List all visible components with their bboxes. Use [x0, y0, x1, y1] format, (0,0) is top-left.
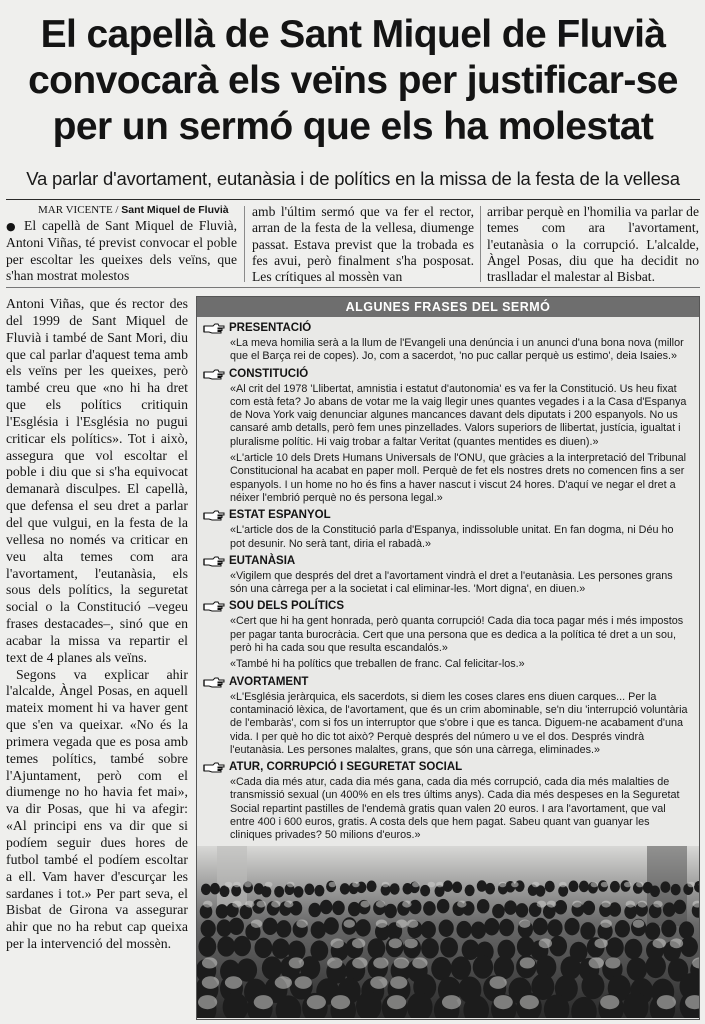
quotes-box-body [197, 317, 699, 843]
photo-highlight [295, 976, 312, 989]
photo-highlight [442, 995, 461, 1009]
quote-section-label: SOU DELS POLÍTICS [229, 600, 345, 613]
photo-highlight [370, 976, 387, 989]
photo-highlight [653, 938, 666, 948]
photo-highlight [404, 938, 417, 948]
quote-section-heading [203, 599, 691, 614]
photo-highlight [331, 995, 350, 1009]
pointing-hand-icon [203, 369, 225, 380]
headline: El capellà de Sant Miquel de Fluvià convocarà els veïns per justificar-se per un sermó que els ha molestat [28, 13, 678, 148]
photo-figure [262, 956, 282, 979]
photo-figure [581, 973, 604, 999]
pointing-hand-icon [203, 510, 225, 521]
photo-highlight [389, 938, 402, 948]
photo-figure [440, 937, 458, 957]
photo-highlight [376, 901, 385, 908]
lead-column-1 [6, 203, 237, 284]
photo-highlight [428, 882, 436, 888]
photo-figure [311, 921, 326, 938]
photo-figure [439, 919, 454, 936]
photo-figure [198, 936, 216, 956]
quote-section-heading [203, 760, 691, 775]
photo-highlight [624, 882, 632, 888]
photo-figure [219, 886, 229, 898]
photo-figure [579, 881, 589, 893]
bullet-icon: ● [6, 220, 25, 233]
photo-figure [233, 936, 251, 956]
photo-highlight [653, 901, 662, 908]
photo-highlight [626, 901, 635, 908]
photo-highlight [225, 882, 233, 888]
photo-figure [564, 918, 579, 935]
photo-figure [420, 885, 430, 897]
quote-text: «Al crit del 1978 'Llibertat, amnistia i estatut d'autonomia' es va fer la Constitució. Us heu fixat com està feta? Jo abans de votar me la vaig llegir unes quantes vegades i a la Casa d'Espanya de Nova York vaig denunciar algunes mancances davant dels diputats i 200 espanyols. No us cansaré amb detalls, però fem unes pinzellades. Valors superiors de llibertat, justícia, igualtat i pluralisme polític. Hi vaig trobar a faltar Veritat (quantes mentides es diuen).» [230, 382, 687, 448]
photo-highlight [520, 995, 539, 1009]
photo-highlight [539, 938, 552, 948]
photo-figure [368, 938, 386, 958]
photo-figure [615, 920, 630, 937]
photo-highlight [402, 901, 411, 908]
photo-highlight [373, 957, 388, 968]
byline [6, 203, 237, 218]
photo-figure [451, 956, 471, 979]
byline-place: Sant Miquel de Fluvià [121, 204, 229, 216]
quote-section-label: ATUR, CORRUPCIÓ I SEGURETAT SOCIAL [229, 761, 463, 774]
photo-highlight [638, 901, 647, 908]
photo-figure [582, 901, 595, 915]
photo-figure [367, 881, 377, 893]
photo-figure [661, 920, 676, 937]
photo-figure [443, 880, 453, 892]
lead-column-2 [252, 204, 474, 285]
photo-figure [421, 921, 436, 938]
photo-highlight [245, 901, 254, 908]
photo-highlight [233, 882, 241, 888]
photo-figure [660, 881, 670, 893]
photo-highlight [412, 882, 420, 888]
photo-highlight [360, 901, 369, 908]
column-divider [480, 206, 481, 282]
photo-figure [663, 902, 676, 916]
lead-column-3 [487, 204, 699, 285]
photo-figure [201, 920, 216, 937]
photo-figure [332, 901, 345, 915]
photo-figure [255, 938, 273, 958]
photo-figure [485, 883, 495, 895]
photo-highlight [670, 938, 683, 948]
photo-highlight [594, 938, 607, 948]
photo-figure [545, 881, 555, 893]
byline-author: MAR VICENTE [38, 204, 113, 216]
pointing-hand-icon [203, 601, 225, 612]
photo-highlight [633, 920, 644, 928]
lead-paragraph-1: ● El capellà de Sant Miquel de Fluvià, Antoni Viñas, té previst convocar el poble per escoltar les queixes dels veïns, que s'han mostrat molestos [6, 218, 237, 283]
photo-highlight [490, 976, 507, 989]
photo-highlight [600, 995, 619, 1009]
body-paragraph: Antoni Viñas, que és rector des del 1999 de Sant Miquel de Fluvià i també de Sant Mori, diu que cal parlar d'aquest tema amb els veïns per les queixes, però també creu que «no hi ha dret que els polítics critiquin l'Església i l'Església no pugui criticar els polítics». Tot i això, assegura que vol escoltar el poble i diu que si s'ha equivocat demanarà disculpes. El capellà, que defensa el seu dret a parlar del que vulgui, en la festa de la vellesa no només va criticar en veu alta temes com ara l'avortament, l'eutanàsia, els sous dels polítics, la seguretat social o la Constitució –vegeu frases destacades–, sinó que en acabar la missa va repartir el text de 4 planes als veïns. [6, 296, 188, 665]
photo-figure [606, 937, 624, 957]
photo-figure [679, 921, 694, 938]
quote-section-heading [203, 508, 691, 523]
photo-figure [580, 922, 595, 939]
quote-text: «Cada dia més atur, cada dia més gana, cada dia més corrupció, cada dia més malalties de transmissió sexual (un 400% en els tres últims anys). Cada dia més despeses en la Seguretat Social repartint pastilles de l'endemà gratis quan valen 20 euros. I ara l'avortament, que val entre 400 i 600 euros, gratis. A costa dels que hem pagat. Sabeu quant van guanyar les cliniques privades? 50 milions d'euros.» [230, 776, 680, 842]
congregation-photo [197, 846, 699, 1018]
quote-section-label: ESTAT ESPANYOL [229, 509, 331, 522]
photo-highlight [203, 901, 212, 908]
pointing-hand-icon [203, 323, 225, 334]
photo-highlight [352, 938, 365, 948]
photo-figure [549, 936, 567, 956]
photo-figure [320, 900, 333, 914]
photo-highlight [265, 882, 273, 888]
pointing-hand-icon [203, 762, 225, 773]
photo-highlight [520, 957, 535, 968]
photo-highlight [198, 995, 217, 1009]
photo-figure [217, 936, 235, 956]
photo-highlight [436, 882, 444, 888]
photo-figure [499, 919, 514, 936]
photo-figure [645, 922, 660, 939]
photo-figure [229, 918, 244, 935]
photo-figure [437, 899, 450, 913]
photo-figure [452, 882, 462, 894]
quote-text: «L'Església jeràrquica, els sacerdots, si diem les coses clares ens diuen carques... Per la contaminació lèxica, de l'avortament, que és un crim abominable, se'n diu 'interrupció voluntària de l'embaràs', com si fos un interruptor que s'obre i que es tanca. Diguem-ne acabament d'una vida. I per què ho dic tot això? Perquè després del número u ve el dos. Després vindrà l'eutanàsia. Les persones malaltes, grans, que són una càrrega, eliminades.» [230, 690, 688, 756]
photo-highlight [390, 976, 407, 989]
photo-highlight [519, 920, 530, 928]
photo-highlight [412, 957, 427, 968]
photo-highlight [394, 957, 409, 968]
photo-highlight [275, 976, 292, 989]
quote-section-heading [203, 675, 691, 690]
photo-figure [554, 900, 567, 914]
pointing-hand-icon [203, 556, 225, 567]
photo-highlight [494, 995, 513, 1009]
quote-section-label: EUTANÀSIA [229, 554, 296, 567]
body-paragraph: Segons va explicar ahir l'alcalde, Àngel Posas, en aquell mateix moment hi va haver gent que s'en va queixar. «No és la primera vegada que es posa amb temes polítics, també sobre l'Ajuntament, però com el diumenge no ho havia fet mai», va dir Posas, que hi va afegir: «Al principi ens va dir que si podíem seguir dues hores de futbol també el podíem escoltar a ell. Vam haver d'escurçar les sardanes i tot.» Per part seva, el Bisbat de Girona va assegurar ahir que no ha rebut cap queixa per la intervenció del mossèn. [6, 666, 188, 952]
photo-figure [276, 920, 291, 937]
photo-highlight [329, 882, 337, 888]
photo-highlight [547, 901, 556, 908]
photo-highlight [331, 938, 344, 948]
quote-section-label: CONSTITUCIÓ [229, 367, 309, 380]
photo-highlight [352, 957, 367, 968]
subheadline: Va parlar d'avortament, eutanàsia i de polítics en la missa de la festa de la vellesa [26, 168, 680, 189]
photo-figure [421, 938, 439, 958]
photo-highlight [537, 901, 546, 908]
photo-highlight [251, 920, 262, 928]
photo-figure [471, 922, 486, 939]
photo-highlight [232, 901, 241, 908]
photo-highlight [605, 957, 620, 968]
photo-highlight [687, 882, 695, 888]
photo-highlight [572, 901, 581, 908]
photo-highlight [457, 901, 466, 908]
photo-highlight [532, 882, 540, 888]
quote-text: «L'article dos de la Constitució parla d'Espanya, indissoluble unitat. En fan dogma, ni Déu ho pot desunir. No serà tant, diria el rabadà.» [230, 524, 674, 550]
photo-highlight [396, 920, 407, 928]
photo-figure [210, 883, 220, 895]
photo-highlight [657, 995, 676, 1009]
photo-figure [680, 937, 698, 957]
photo-highlight [636, 882, 644, 888]
photo-highlight [289, 957, 304, 968]
photo-highlight [307, 995, 326, 1009]
photo-figure [533, 918, 548, 935]
photo-figure [262, 918, 277, 935]
photo-highlight [601, 882, 609, 888]
photo-highlight [387, 995, 406, 1009]
photo-figure [308, 903, 321, 917]
photo-highlight [244, 882, 252, 888]
quote-section-heading [203, 554, 691, 569]
photo-figure [201, 884, 211, 896]
body-column [6, 296, 188, 953]
photo-highlight [287, 882, 295, 888]
quotes-box-title: ALGUNES FRASES DEL SERMÓ [197, 297, 699, 317]
photo-figure [272, 938, 290, 958]
quote-text: «Cert que hi ha gent honrada, però quanta corrupció! Cada dia toca pagar més i més impostos per pagar tanta burocràcia. Cert que una persona que es dedica a la política té dret a un sou, però hi ha cada sou que resulta escandalós.» [230, 615, 684, 655]
photo-figure [409, 900, 422, 914]
photo-figure [340, 883, 350, 895]
quote-section-heading [203, 367, 691, 382]
photo-highlight [382, 882, 390, 888]
lead-paragraph-2: amb l'últim sermó que va fer el rector, arran de la festa de la vellesa, diumenge passat. Estava previst que la trobada es fes avui, però finalment s'ha posposat. Les crítiques al mossèn van [252, 204, 474, 285]
byline-separator: / [112, 204, 122, 216]
photo-figure [274, 886, 284, 898]
photo-figure [456, 921, 471, 938]
photo-figure [314, 885, 324, 897]
photo-highlight [376, 920, 387, 928]
photo-highlight [407, 920, 418, 928]
quote-section-heading [203, 321, 691, 336]
photo-highlight [344, 920, 355, 928]
photo-figure [547, 919, 562, 936]
pointing-hand-icon [203, 677, 225, 688]
photo-figure [650, 886, 660, 898]
photo-figure [294, 886, 304, 898]
divider [6, 199, 700, 200]
photo-figure [484, 918, 499, 935]
photo-highlight [327, 957, 342, 968]
photo-highlight [511, 882, 519, 888]
photo-figure [674, 900, 687, 914]
photo-figure [477, 899, 490, 913]
photo-highlight [352, 882, 360, 888]
photo-highlight [600, 920, 611, 928]
photo-figure [625, 939, 643, 959]
photo-figure [473, 955, 493, 978]
photo-highlight [284, 901, 293, 908]
photo-figure [384, 904, 397, 918]
photo-highlight [202, 957, 217, 968]
photo-highlight [499, 882, 507, 888]
photo-figure [627, 957, 647, 980]
photo-figure [356, 919, 371, 936]
photo-figure [504, 900, 517, 914]
photo-highlight [591, 882, 599, 888]
quote-text: «L'article 10 dels Drets Humans Universals de l'ONU, que gràcies a la interpretació del Tribunal Constitucional ha acabat en paper moll. Perquè de fet els nostres drets no comencen fins a ser espanyols. I un home no ho és fins a haver nascut i viscut 24 hores. D'aquí ve negar el dret a néixer l'embrió perquè no és persona legal.» [230, 452, 687, 504]
photo-figure [671, 884, 681, 896]
quote-text: «La meva homilia serà a la llum de l'Evangeli una denúncia i un anunci d'una bona nova (millor que el Barça rei de copes). Jo, com a sacerdot, 'no puc callar perquè us estimo', deia Isaies.» [230, 337, 684, 363]
photo-figure [423, 901, 436, 915]
photo-highlight [559, 882, 567, 888]
quote-section-label: PRESENTACIÓ [229, 322, 312, 334]
photo-figure [390, 883, 400, 895]
photo-figure [516, 903, 529, 917]
photo-figure [261, 886, 271, 898]
church-congregation-photo [197, 846, 699, 1018]
photo-figure [492, 904, 505, 918]
photo-highlight [296, 920, 307, 928]
photo-figure [646, 955, 666, 978]
photo-highlight [601, 901, 610, 908]
photo-figure [465, 885, 475, 897]
photo-highlight [225, 976, 242, 989]
photo-highlight [254, 995, 273, 1009]
divider [6, 287, 700, 288]
photo-highlight [202, 976, 219, 989]
column-divider [244, 206, 245, 282]
photo-highlight [257, 901, 266, 908]
lead-paragraph-3: arribar perquè en l'homilia va parlar de temes com ara l'avortament, l'eutanàsia o la corrupció. L'alcalde, Àngel Posas, diu que ha decidit no traslladar el malestar al Bisbat. [487, 204, 699, 285]
photo-highlight [589, 957, 604, 968]
photo-figure [304, 884, 314, 896]
photo-highlight [271, 901, 280, 908]
photo-figure [568, 881, 578, 893]
quote-text: «Vigilem que després del dret a l'avortament vindrà el dret a l'eutanàsia. Les persones grans són una càrrega per a la societat i cal eliminar-les. 'Mort digna', en diuen.» [230, 569, 673, 596]
photo-figure [610, 881, 620, 893]
quote-text: «També hi ha polítics que treballen de franc. Cal felicitar-los.» [230, 658, 525, 671]
quote-section-label: AVORTAMENT [229, 675, 309, 688]
photo-figure [324, 917, 339, 934]
